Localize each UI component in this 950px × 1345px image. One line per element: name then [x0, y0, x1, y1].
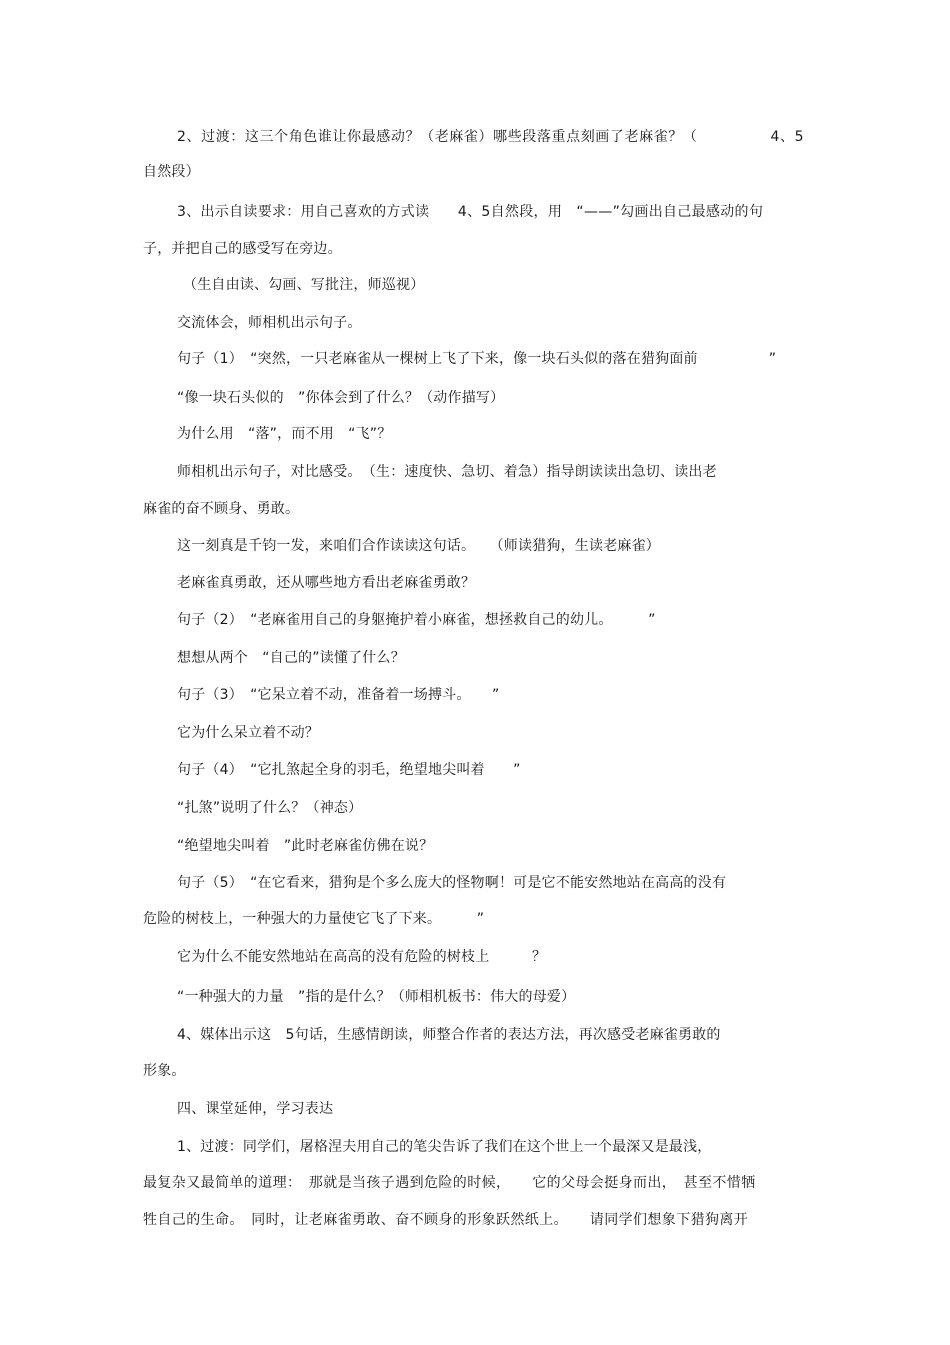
text-line: 句子（4） “它扎煞起全身的羽毛，绝望地尖叫着 ”	[177, 762, 521, 778]
text-line: 自然段）	[143, 164, 200, 180]
text-line: 子，并把自己的感受写在旁边。	[143, 241, 342, 257]
text-line: 2、过渡：这三个角色谁让你最感动？（老麻雀）哪些段落重点刻画了老麻雀？（ 4、5	[177, 129, 805, 145]
text-line: 老麻雀真勇敢，还从哪些地方看出老麻雀勇敢？	[177, 575, 476, 591]
text-line: 牲自己的生命。 同时，让老麻雀勇敢、奋不顾身的形象跃然纸上。 请同学们想象下猎狗离开	[143, 1212, 749, 1228]
text-line: 句子（5） “在它看来，猎狗是个多么庞大的怪物啊！可是它不能安然地站在高高的没有	[177, 875, 727, 891]
text-line: 危险的树枝上，一种强大的力量使它飞了下来。 ”	[143, 911, 485, 927]
text-line: 师相机出示句子，对比感受。 （生：速度快、急切、着急）指导朗读读出急切、读出老	[177, 464, 717, 480]
text-line: 4、媒体出示这 5句话，生感情朗读，师整合作者的表达方法，再次感受老麻雀勇敢的	[177, 1027, 721, 1043]
text-line: “扎煞”说明了什么？（神态）	[177, 800, 363, 816]
text-line: 麻雀的奋不顾身、勇敢。	[143, 501, 300, 517]
text-line: “一种强大的力量 ”指的是什么？（师相机板书：伟大的母爱）	[177, 989, 576, 1005]
text-line: 句子（3） “它呆立着不动，准备着一场搏斗。 ”	[177, 687, 500, 703]
text-line: 1、过渡：同学们，屠格涅夫用自己的笔尖告诉了我们在这个世上一个最深又是最浅，	[177, 1139, 712, 1155]
text-line: 为什么用 “落”，而不用 “飞”？	[177, 426, 392, 442]
text-line: （生自由读、勾画、写批注，师巡视）	[183, 277, 425, 293]
text-line: 这一刻真是千钧一发，来咱们合作读读这句话。 （师读猎狗，生读老麻雀）	[177, 538, 660, 554]
text-line: 四、课堂延伸，学习表达	[177, 1101, 334, 1117]
text-line: 想想从两个 “自己的”读懂了什么？	[177, 650, 405, 666]
text-line: 形象。	[143, 1063, 186, 1079]
text-line: 它为什么不能安然地站在高高的没有危险的树枝上 ？	[177, 949, 547, 965]
text-line: 3、出示自读要求：用自己喜欢的方式读 4、5自然段，用 “——”勾画出自己最感动的句	[177, 204, 764, 220]
text-line: “绝望地尖叫着 ”此时老麻雀仿佛在说？	[177, 838, 434, 854]
text-line: 句子（2） “老麻雀用自己的身躯掩护着小麻雀，想拯救自己的幼儿。 ”	[177, 612, 656, 628]
text-line: 句子（1） “突然，一只老麻雀从一棵树上飞了下来，像一块石头似的落在猎狗面前 ”	[177, 351, 777, 367]
text-line: “像一块石头似的 ”你体会到了什么？（动作描写）	[177, 390, 505, 406]
text-line: 交流体会，师相机出示句子。	[177, 315, 362, 331]
text-line: 最复杂又最简单的道理： 那就是当孩子遇到危险的时候， 它的父母会挺身而出， 甚至不惜牺	[143, 1175, 756, 1191]
text-line: 它为什么呆立着不动？	[177, 725, 319, 741]
